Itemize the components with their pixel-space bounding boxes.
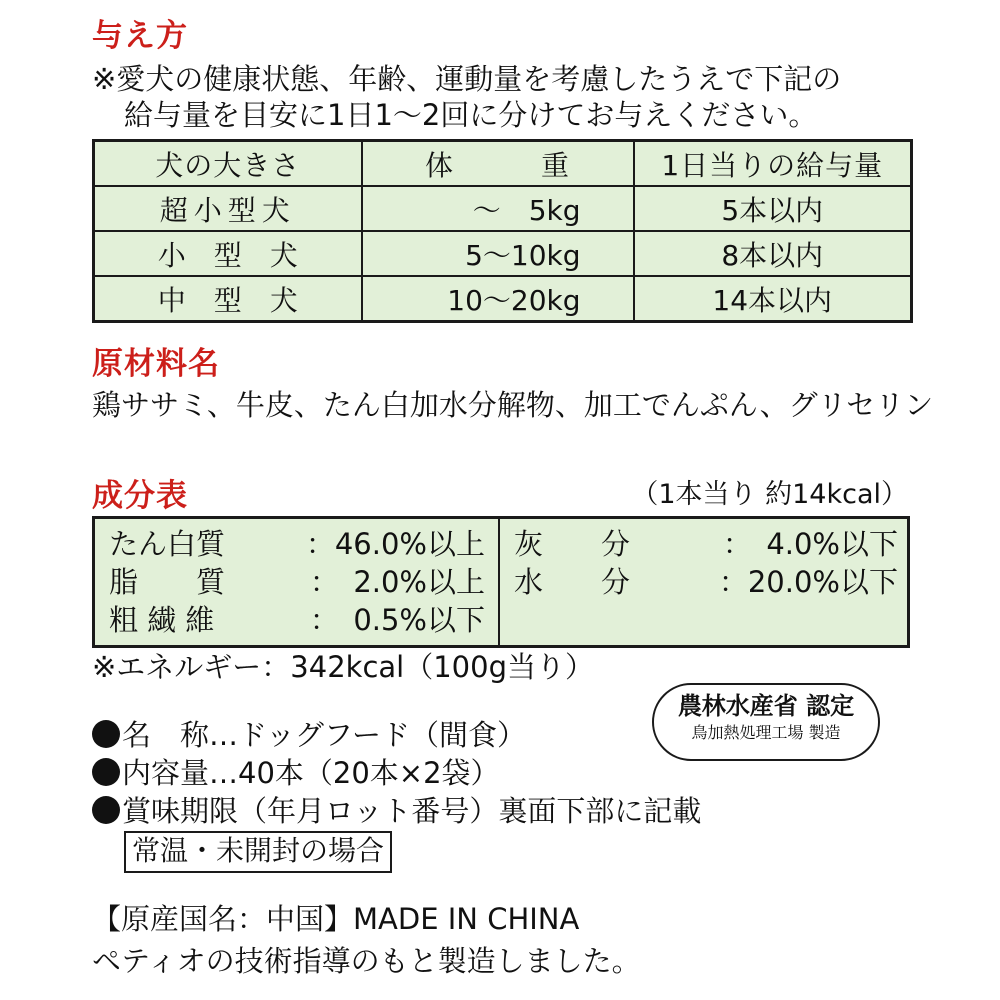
product-name: 名 称…ドッグフード（間食）: [122, 718, 526, 752]
composition-name: 脂 質: [109, 565, 226, 599]
table-row: [94, 186, 912, 231]
manufacture-note: ペティオの技術指導のもと製造しました。: [92, 944, 641, 978]
composition-right-column: [500, 519, 907, 645]
weight-cell: 〜 5kg: [362, 186, 634, 231]
composition-left-column: [95, 519, 500, 645]
header-daily-amount: 1日当りの給与量: [634, 141, 912, 187]
best-before-line: [92, 792, 701, 830]
feeding-table: [92, 139, 913, 323]
weight-cell: 5〜10kg: [362, 231, 634, 276]
composition-value: ：46.0%以上: [305, 527, 485, 561]
ingredients-heading: 原材料名: [92, 346, 220, 382]
dog-size-cell: 超小型犬: [94, 186, 362, 231]
composition-per-note: （1本当り 約14kcal）: [631, 479, 908, 510]
dog-size-cell: 中 型 犬: [94, 276, 362, 322]
header-weight: 体 重: [362, 141, 634, 187]
feeding-heading: 与え方: [92, 18, 188, 54]
composition-value: ： 2.0%以上: [309, 565, 485, 599]
amount-cell: 8本以内: [634, 231, 912, 276]
table-row: [94, 276, 912, 322]
composition-name: たん白質: [109, 527, 226, 561]
header-dog-size: 犬の大きさ: [94, 141, 362, 187]
composition-table: [92, 516, 910, 648]
composition-row: [95, 601, 498, 639]
composition-row: [95, 563, 498, 601]
table-row: [94, 231, 912, 276]
feeding-note-line2: 給与量を目安に1日1〜2回に分けてお与えください。: [124, 98, 818, 132]
ingredients-text: 鶏ササミ、牛皮、たん白加水分解物、加工でんぷん、グリセリン: [92, 388, 934, 422]
energy-note: ※エネルギー：342kcal（100g当り）: [92, 650, 594, 684]
dog-size-cell: 小 型 犬: [94, 231, 362, 276]
composition-value: ： 0.5%以下: [309, 603, 485, 637]
composition-name: 水 分: [514, 565, 631, 599]
composition-row: [95, 525, 498, 563]
composition-name: 灰 分: [514, 527, 631, 561]
product-contents-line: [92, 754, 500, 792]
product-name-line: [92, 716, 526, 754]
certification-subtitle: 鳥加熱処理工場 製造: [691, 723, 841, 742]
amount-cell: 14本以内: [634, 276, 912, 322]
certification-badge: [652, 683, 880, 761]
composition-value: ：20.0%以下: [718, 565, 898, 599]
composition-row: [500, 525, 907, 563]
weight-cell: 10〜20kg: [362, 276, 634, 322]
bullet-icon: [92, 720, 120, 748]
composition-value: ： 4.0%以下: [722, 527, 898, 561]
composition-heading: 成分表: [92, 478, 188, 514]
certification-title: 農林水産省 認定: [677, 692, 855, 720]
storage-note: 常温・未開封の場合: [124, 831, 392, 873]
best-before: 賞味期限（年月ロット番号）裏面下部に記載: [122, 794, 702, 828]
composition-row: [500, 563, 907, 601]
bullet-icon: [92, 796, 120, 824]
bullet-icon: [92, 758, 120, 786]
feeding-note-line1: ※愛犬の健康状態、年齢、運動量を考慮したうえで下記の: [92, 62, 842, 96]
amount-cell: 5本以内: [634, 186, 912, 231]
product-contents: 内容量…40本（20本×2袋）: [122, 756, 500, 790]
origin-country: 【原産国名：中国】MADE IN CHINA: [92, 902, 580, 936]
composition-name: 粗 繊 維: [109, 603, 215, 637]
feeding-table-header: [94, 141, 912, 187]
